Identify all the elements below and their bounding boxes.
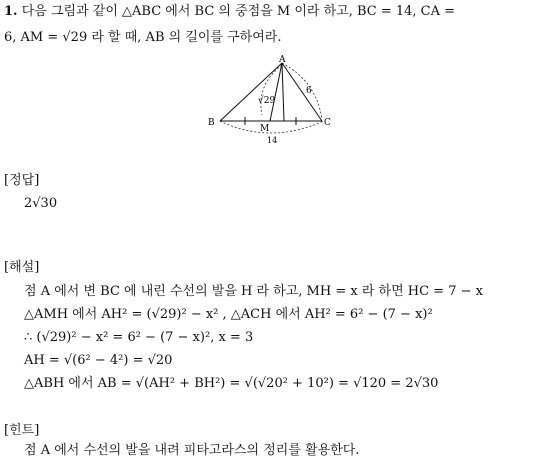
hint-header: [힌트] [4,423,40,438]
label-a: A [279,55,286,65]
hint-text: 점 A 에서 수선의 발을 내려 피타고라스의 정리를 활용한다. [24,443,360,458]
problem-number: 1. [4,4,18,19]
label-m: M [260,124,270,134]
triangle-figure [200,55,340,145]
side-ac [282,63,322,121]
label-bc: 14 [267,136,278,145]
label-c: C [324,118,331,128]
answer-value: 2√30 [24,196,58,211]
problem-text-1: 다음 그림과 같이 △ABC 에서 BC 의 중점을 M 이라 하고, BC = 14, CA = [21,4,456,19]
solution-line-2: △AMH 에서 AH² = (√29)² − x² , △ACH 에서 AH² = 6² − (7 − x)² [24,307,433,322]
label-b: B [208,118,215,128]
solution-header: [해설] [4,260,40,275]
problem-line-2 [4,30,282,46]
bc-length-arc [220,121,324,133]
solution-line-5: △ABH 에서 AB = √(AH² + BH²) = √(√20² + 10²) = √120 = 2√30 [24,376,439,391]
solution-line-4: AH = √(6² − 4²) = √20 [24,353,173,368]
solution-line-1: 점 A 에서 변 BC 에 내린 수선의 발을 H 라 하고, MH = x 라 하면 HC = 7 − x [24,284,483,299]
solution-line-3: ∴ (√29)² − x² = 6² − (7 − x)², x = 3 [24,330,254,345]
altitude-ah [282,63,284,121]
median-am [270,63,282,121]
label-ac: 6 [306,86,312,96]
problem-line-1 [4,4,455,20]
label-am: √29 [258,96,276,106]
side-ab [220,63,282,121]
problem-text-2: 6, AM = √29 라 할 때, AB 의 길이를 구하여라. [4,30,282,45]
answer-header: [정답] [4,173,40,188]
